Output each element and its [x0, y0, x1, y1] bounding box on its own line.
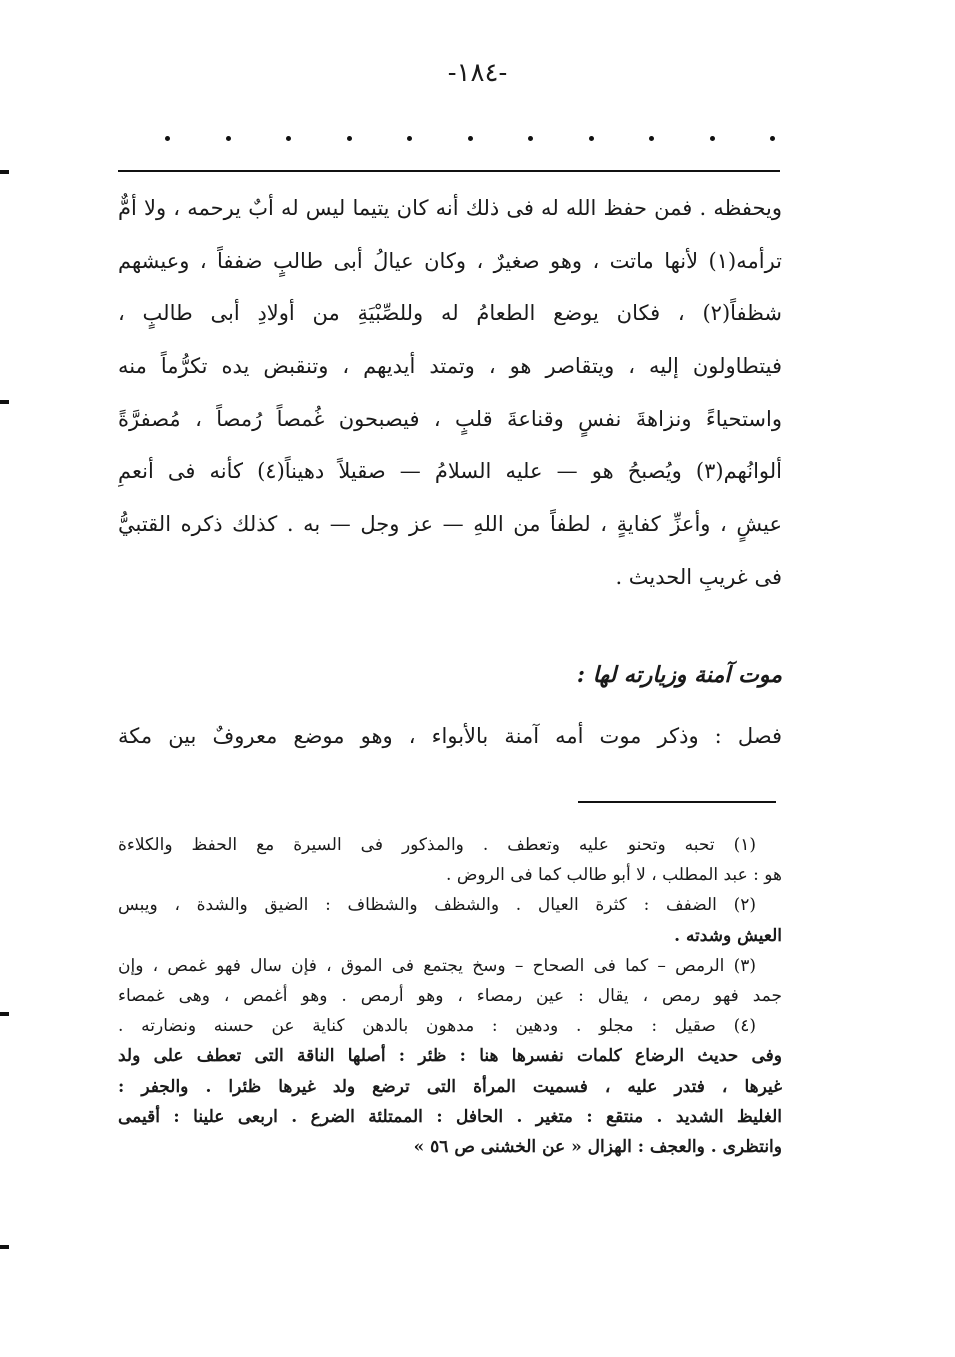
ornament-dot	[165, 136, 170, 141]
footnote-line: (٤) صقيل : مجلو . ودهين : مدهون بالدهن كناية عن حسنه ونضارته .	[118, 1016, 756, 1037]
scan-margin-mark	[0, 1245, 9, 1249]
footnote-line: (۲) الضفف : كثرة العيال . والشظف والشظاف : الضيق والشدة ، ويبس	[118, 895, 756, 916]
section-heading: موت آمنة وزيارته لها :	[576, 662, 782, 688]
main-text	[118, 182, 782, 604]
ornament-dot	[286, 136, 291, 141]
footnote-line: العيش وشدته .	[674, 925, 782, 946]
footnote-rule	[578, 801, 776, 803]
scan-margin-mark	[0, 400, 9, 404]
footnotes	[118, 830, 782, 1162]
text-line: شظفاً(۲) ، فكان يوضع الطعامُ له وللصِّبْيَةِ من أولادِ أبى طالبٍ ،	[118, 301, 782, 326]
footnote-line: وانتظرى . والعجف : الهزال « عن الخشنى ص ٥٦ »	[413, 1136, 782, 1157]
ornament-dot	[347, 136, 352, 141]
text-line: عيشٍ ، وأعزِّ كفايةٍ ، لطفاً من اللهِ — عز وجل — به . كذلك ذكره القتبيُّ	[118, 512, 782, 537]
text-line: واستحياءً ونزاهةَ نفسٍ وقناعةَ قلبٍ ، فيصبحون غُمصاً رُمصاً ، مُصفرَّةً	[118, 406, 782, 431]
text-line: فى غريبِ الحديث .	[615, 564, 782, 589]
ornament-dots	[165, 128, 775, 148]
ornament-dot	[589, 136, 594, 141]
ornament-dot	[528, 136, 533, 141]
text-line: ترأمه(۱) لأنها ماتت ، وهو صغيرٌ ، وكان عيالُ أبى طالبٍ ضففاً ، وعيشهم	[118, 248, 782, 273]
ornament-dot	[770, 136, 775, 141]
text-line: ويحفظه . فمن حفظ الله له فى ذلك أنه كان يتيما ليس له أبٌ يرحمه ، ولا أمٌّ	[118, 196, 782, 220]
footnote-line: الغليظ الشديد . منتقع : متغير . الحافل : الممتلئة الضرع . اربعى علينا : أقيمى	[118, 1106, 782, 1127]
scan-margin-mark	[0, 170, 9, 174]
footnote-line: هو : عبد المطلب ، لا أبو طالب كما فى الروض .	[446, 865, 782, 886]
footnote-line: وفى حديث الرضاع كلمات نفسرها هنا : ظئر : أصلها الناقة التى تعطف على ولد	[118, 1046, 782, 1067]
footnote-line: (۳) الرمص – كما فى الصحاح – وسخ يجتمع فى الموق ، فإن سال فهو غمص ، وإن	[118, 955, 756, 976]
footnote-line: غيرها ، فتدر عليه ، فسميت المرأة التى ترضع ولد غيرها ظئرا . والجفر :	[118, 1076, 782, 1097]
text-line: ألوانُهم(۳) ويُصبحُ هو — عليه السلامُ — صقيلاً دهيناً(٤) كأنه فى أنعمِ	[118, 459, 782, 484]
page-number: -۱۸٤-	[447, 58, 508, 88]
footnote-line: جمد فهو رمص ، يقال : عين رمصاء ، وهو أرمص . وهو أغمص ، وهى غمصاء	[118, 985, 782, 1006]
footnote-line: (۱) تحبه وتحنو عليه وتعطف . والمذكور فى السيرة مع الحفظ والكلاءة	[118, 835, 756, 855]
ornament-dot	[710, 136, 715, 141]
ornament-dot	[226, 136, 231, 141]
ornament-dot	[407, 136, 412, 141]
ornament-dot	[468, 136, 473, 141]
header-rule	[118, 170, 780, 172]
section-text-line: فصل : وذكر موت أمه آمنة بالأبواء ، وهو موضع معروفٌ بين مكة	[118, 724, 782, 748]
scan-margin-mark	[0, 1012, 9, 1016]
ornament-dot	[649, 136, 654, 141]
text-line: فيتطاولون إليه ، ويتقاصر هو ، وتمتد أيديهم ، وتنقبض يده تكرُّماً منه	[118, 354, 782, 379]
